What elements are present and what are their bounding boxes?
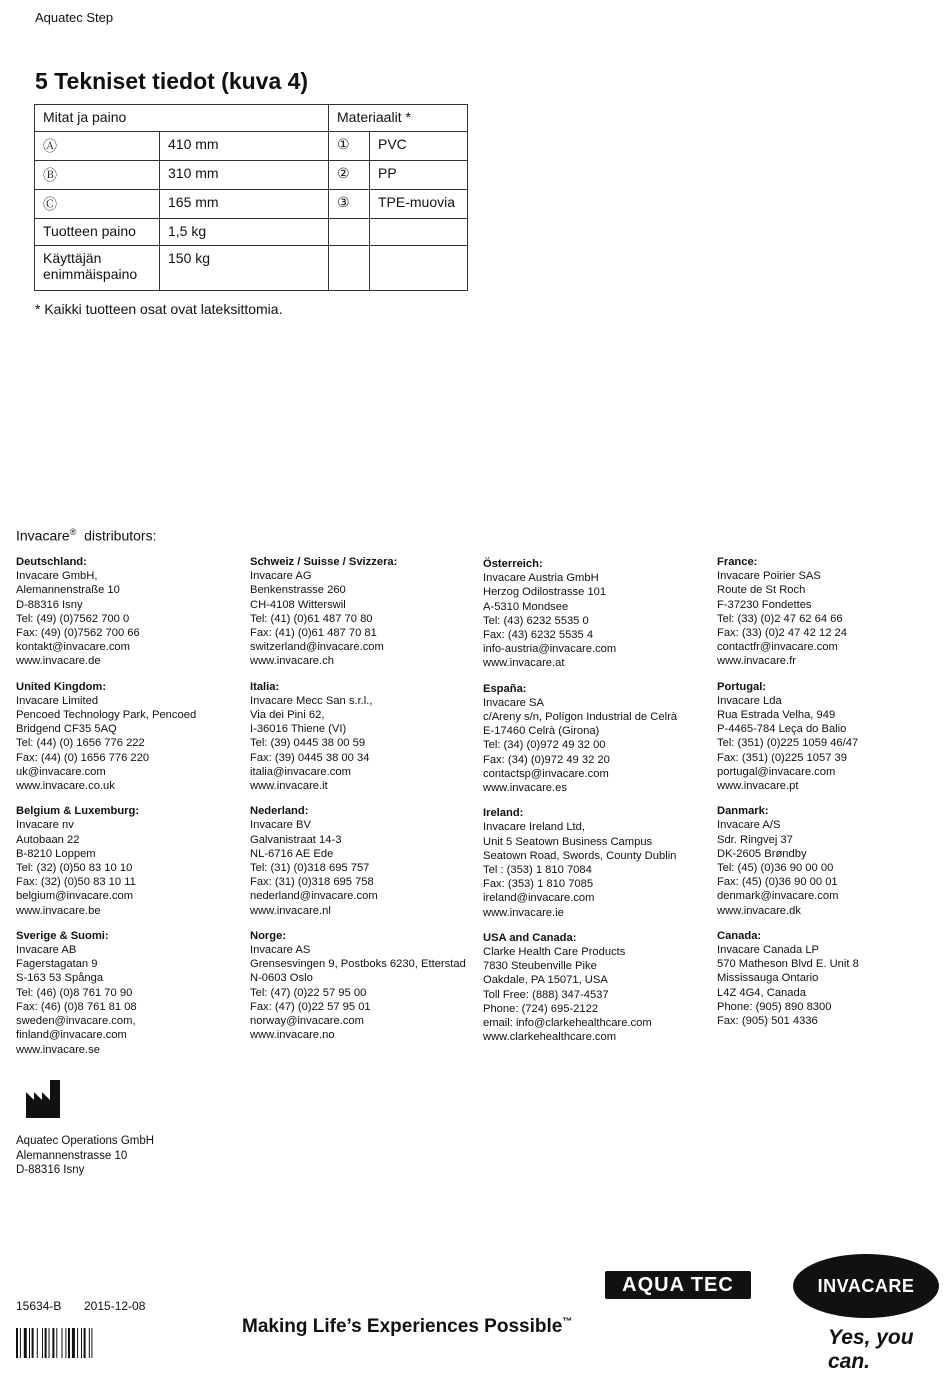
distributor-column	[483, 557, 711, 1056]
distributor-line: Fax: (47) (0)22 57 95 01	[250, 1000, 371, 1013]
distributor-line: Pencoed Technology Park, Pencoed	[16, 709, 197, 722]
distributor-country: Canada:	[717, 929, 762, 942]
distributor-line: switzerland@invacare.com	[250, 641, 384, 654]
distributor-line: www.invacare.no	[250, 1029, 335, 1042]
distributor-country: Italia:	[250, 680, 280, 693]
distributor-line: Autobaan 22	[16, 833, 80, 846]
dimension-label: Käyttäjän enimmäispaino	[35, 246, 160, 291]
distributor-line: www.invacare.se	[16, 1043, 100, 1056]
distributor-line: Tel: (43) 6232 5535 0	[483, 614, 589, 627]
barcode-bar	[56, 1328, 57, 1358]
distributor-country: Belgium & Luxemburg:	[16, 805, 140, 818]
distributor-line: L4Z 4G4, Canada	[717, 986, 806, 999]
distributor-line: Fax: (905) 501 4336	[717, 1015, 818, 1028]
distributor-line: Clarke Health Care Products	[483, 946, 626, 959]
distributor-line: www.invacare.es	[483, 782, 567, 795]
registered-mark: ®	[69, 527, 77, 537]
barcode-bar	[72, 1328, 75, 1358]
distributor-line: Fax: (41) (0)61 487 70 81	[250, 627, 377, 640]
dimension-value: 150 kg	[160, 246, 329, 291]
distributor-line: italia@invacare.com	[250, 765, 351, 778]
distributor-entry	[717, 804, 945, 918]
distributor-line: Tel: (39) 0445 38 00 59	[250, 737, 366, 750]
distributor-line: c/Areny s/n, Polígon Industrial de Celrà	[483, 711, 678, 724]
distributor-line: Fax: (34) (0)972 49 32 20	[483, 753, 610, 766]
dimensions-header: Mitat ja paino	[35, 105, 329, 132]
distributor-line: I-36016 Thiene (VI)	[250, 723, 347, 736]
table-row	[35, 190, 468, 219]
manufacturer-line: Aquatec Operations GmbH	[16, 1135, 155, 1147]
distributor-line: contactfr@invacare.com	[717, 641, 838, 654]
table-row	[35, 161, 468, 190]
distributor-line: www.invacare.nl	[250, 904, 331, 917]
material-number	[329, 219, 370, 246]
distributor-line: www.invacare.de	[16, 655, 101, 668]
table-row	[35, 246, 468, 291]
distributor-entry	[16, 804, 244, 918]
distributor-line: finland@invacare.com	[16, 1029, 127, 1042]
distributor-line: Invacare SA	[483, 696, 544, 709]
barcode-bar	[62, 1328, 63, 1358]
distributor-line: Invacare AB	[16, 944, 77, 957]
dimension-label: Ⓑ	[35, 161, 160, 190]
barcode-bar	[81, 1328, 82, 1358]
distributor-entry	[483, 806, 711, 920]
distributor-line: D-88316 Isny	[16, 598, 83, 611]
document-date: 2015-12-08	[84, 1299, 146, 1313]
distributor-line: Tel: (32) (0)50 83 10 10	[16, 862, 133, 875]
distributor-line: Tel: (33) (0)2 47 62 64 66	[717, 612, 843, 625]
distributor-line: www.invacare.co.uk	[16, 780, 115, 793]
distributor-line: Invacare Lda	[717, 694, 782, 707]
distributor-line: Fax: (49) (0)7562 700 66	[16, 627, 140, 640]
brand-name: Invacare	[16, 527, 70, 544]
material-name: PP	[370, 161, 468, 190]
distributor-line: contactsp@invacare.com	[483, 767, 609, 780]
distributor-line: Oakdale, PA 15071, USA	[483, 974, 608, 987]
distributor-entry	[250, 804, 478, 918]
distributor-entry	[717, 555, 945, 669]
dimension-label: Ⓒ	[35, 190, 160, 219]
distributor-line: Fax: (44) (0) 1656 776 220	[16, 751, 150, 764]
invacare-logo: INVACARE	[793, 1254, 939, 1318]
material-number: ③	[329, 190, 370, 219]
distributor-line: belgium@invacare.com	[16, 890, 134, 903]
distributor-line: Fax: (32) (0)50 83 10 11	[16, 876, 136, 889]
distributor-line: Toll Free: (888) 347-4537	[483, 988, 609, 1001]
distributor-line: Fax: (33) (0)2 47 42 12 24	[717, 627, 847, 640]
barcode-bar	[29, 1328, 30, 1358]
distributor-line: www.invacare.ch	[250, 655, 334, 668]
distributor-country: Sverige & Suomi:	[16, 929, 109, 942]
spec-header-row	[35, 105, 468, 132]
distributor-line: ireland@invacare.com	[483, 892, 595, 905]
material-name: PVC	[370, 132, 468, 161]
distributor-line: F-37230 Fondettes	[717, 598, 812, 611]
distributor-line: Fax: (31) (0)318 695 758	[250, 876, 374, 889]
distributor-line: sweden@invacare.com,	[16, 1015, 136, 1028]
header-product-label: Aquatec Step	[35, 10, 114, 25]
distributor-line: Fax: (45) (0)36 90 00 01	[717, 876, 838, 889]
distributor-line: Mississauga Ontario	[717, 972, 819, 985]
distributor-line: Alemannenstraße 10	[16, 584, 120, 597]
distributors-label: distributors:	[84, 527, 157, 544]
distributor-line: Invacare Austria GmbH	[483, 572, 599, 585]
distributor-country: Nederland:	[250, 805, 309, 818]
barcode-bar	[68, 1328, 70, 1358]
table-row	[35, 219, 468, 246]
material-number: ②	[329, 161, 370, 190]
barcode-bar	[89, 1328, 90, 1358]
distributor-column	[717, 555, 945, 1039]
distributor-line: uk@invacare.com	[16, 765, 106, 778]
distributors-heading	[16, 527, 156, 544]
dimension-value: 165 mm	[160, 190, 329, 219]
slogan	[242, 1316, 572, 1338]
barcode-bar	[16, 1328, 18, 1358]
distributor-line: Invacare Canada LP	[717, 944, 819, 957]
distributor-line: Invacare A/S	[717, 819, 781, 832]
distributor-line: Grensesvingen 9, Postboks 6230, Etterstad	[250, 958, 466, 971]
distributor-line: 570 Matheson Blvd E. Unit 8	[717, 958, 859, 971]
distributor-line: kontakt@invacare.com	[16, 641, 130, 654]
distributor-line: norway@invacare.com	[250, 1015, 364, 1028]
distributor-line: www.clarkehealthcare.com	[483, 1031, 617, 1044]
distributor-line: www.invacare.it	[250, 780, 328, 793]
spec-table	[34, 104, 468, 291]
distributor-line: Invacare AG	[250, 570, 312, 583]
trademark-mark: ™	[562, 1316, 573, 1328]
barcode-bar	[37, 1328, 38, 1358]
distributor-line: Invacare Mecc San s.r.l.,	[250, 694, 373, 707]
dimension-value: 410 mm	[160, 132, 329, 161]
distributor-line: Invacare nv	[16, 819, 74, 832]
distributor-entry	[250, 929, 478, 1043]
distributor-line: Tel: (31) (0)318 695 757	[250, 862, 370, 875]
distributor-line: Bridgend CF35 5AQ	[16, 723, 117, 736]
distributor-line: Herzog Odilostrasse 101	[483, 586, 607, 599]
distributor-line: Galvanistraat 14-3	[250, 833, 342, 846]
distributor-line: A-5310 Mondsee	[483, 600, 569, 613]
material-name: TPE-muovia	[370, 190, 468, 219]
distributor-line: portugal@invacare.com	[717, 765, 836, 778]
aquatec-logo: AQUA TEC	[605, 1271, 751, 1299]
distributor-line: www.invacare.dk	[717, 904, 801, 917]
latex-footnote: * Kaikki tuotteen osat ovat lateksittomia.	[35, 301, 283, 317]
distributor-entry	[483, 931, 711, 1045]
distributor-line: Invacare Poirier SAS	[717, 570, 821, 583]
distributor-line: nederland@invacare.com	[250, 890, 378, 903]
distributor-country: USA and Canada:	[483, 931, 577, 944]
distributor-line: Seatown Road, Swords, County Dublin	[483, 849, 677, 862]
material-number	[329, 246, 370, 291]
distributor-line: Phone: (724) 695-2122	[483, 1002, 599, 1015]
distributor-line: Tel: (47) (0)22 57 95 00	[250, 986, 367, 999]
manufacturer-line: D-88316 Isny	[16, 1164, 85, 1176]
slogan-text: Making Life’s Experiences Possible	[242, 1316, 563, 1337]
distributor-entry	[717, 680, 945, 794]
distributor-line: www.invacare.be	[16, 904, 101, 917]
distributor-entry	[717, 929, 945, 1028]
distributor-line: Tel : (353) 1 810 7084	[483, 864, 592, 877]
manufacturer-line: Alemannenstrasse 10	[16, 1149, 128, 1162]
table-row	[35, 132, 468, 161]
distributor-line: www.invacare.ie	[483, 906, 564, 919]
distributor-country: Norge:	[250, 929, 287, 942]
manufacturer-address	[16, 1134, 154, 1178]
material-number: ①	[329, 132, 370, 161]
factory-icon	[26, 1080, 60, 1118]
barcode-bar	[20, 1328, 21, 1358]
materials-header: Materiaalit *	[329, 105, 468, 132]
distributor-line: Via dei Pini 62,	[250, 709, 325, 722]
distributor-country: United Kingdom:	[16, 680, 107, 693]
material-name	[370, 219, 468, 246]
distributor-line: Tel: (46) (0)8 761 70 90	[16, 986, 133, 999]
barcode-bar	[65, 1328, 66, 1358]
distributor-line: www.invacare.at	[483, 657, 565, 670]
distributor-line: Rua Estrada Velha, 949	[717, 709, 836, 722]
distributor-line: Route de St Roch	[717, 584, 806, 597]
distributor-line: Fax: (43) 6232 5535 4	[483, 629, 594, 642]
distributor-line: Invacare GmbH,	[16, 570, 98, 583]
distributor-country: Österreich:	[483, 558, 543, 570]
distributor-line: Tel: (351) (0)225 1059 46/47	[717, 737, 859, 750]
distributor-line: B-8210 Loppem	[16, 847, 96, 860]
distributor-entry	[250, 680, 478, 794]
distributor-column	[250, 555, 478, 1054]
distributor-country: Deutschland:	[16, 556, 87, 568]
distributor-line: P-4465-784 Leça do Balio	[717, 723, 847, 736]
section-title: 5 Tekniset tiedot (kuva 4)	[35, 68, 309, 94]
dimension-label: Ⓐ	[35, 132, 160, 161]
distributor-line: email: info@clarkehealthcare.com	[483, 1017, 652, 1030]
distributor-entry	[250, 555, 478, 669]
barcode-bar	[52, 1328, 54, 1358]
distributor-line: www.invacare.fr	[717, 655, 796, 668]
distributor-line: Invacare BV	[250, 819, 311, 832]
distributor-line: Fagerstagatan 9	[16, 958, 98, 971]
distributor-line: Tel: (49) (0)7562 700 0	[16, 612, 130, 625]
barcode-bar	[84, 1328, 86, 1358]
distributor-line: Benkenstrasse 260	[250, 584, 346, 597]
distributor-line: www.invacare.pt	[717, 780, 799, 793]
distributor-country: France:	[717, 556, 758, 568]
distributor-line: Tel: (34) (0)972 49 32 00	[483, 739, 606, 752]
barcode	[16, 1328, 121, 1358]
barcode-bar	[24, 1328, 27, 1358]
barcode-bar	[42, 1328, 43, 1358]
barcode-bar	[49, 1328, 50, 1358]
distributor-line: Tel: (44) (0) 1656 776 222	[16, 737, 145, 750]
distributor-line: Fax: (353) 1 810 7085	[483, 878, 594, 891]
barcode-bar	[32, 1328, 34, 1358]
distributor-entry	[16, 555, 244, 669]
distributor-line: Tel: (41) (0)61 487 70 80	[250, 612, 373, 625]
material-name	[370, 246, 468, 291]
distributor-line: CH-4108 Witterswil	[250, 598, 346, 611]
distributor-line: DK-2605 Brøndby	[717, 847, 807, 860]
distributor-entry	[483, 682, 711, 796]
dimension-value: 1,5 kg	[160, 219, 329, 246]
distributor-entry	[483, 557, 711, 671]
distributor-column	[16, 555, 244, 1068]
distributor-country: Schweiz / Suisse / Svizzera:	[250, 556, 398, 568]
distributor-line: NL-6716 AE Ede	[250, 847, 334, 860]
distributor-entry	[16, 680, 244, 794]
distributor-entry	[16, 929, 244, 1057]
distributor-line: Invacare Limited	[16, 694, 99, 707]
distributor-line: Invacare AS	[250, 944, 311, 957]
distributor-line: info-austria@invacare.com	[483, 643, 617, 656]
dimension-value: 310 mm	[160, 161, 329, 190]
distributor-line: Sdr. Ringvej 37	[717, 833, 793, 846]
barcode-bar	[77, 1328, 78, 1358]
distributor-line: E-17460 Celrà (Girona)	[483, 725, 600, 738]
dimension-label: Tuotteen paino	[35, 219, 160, 246]
distributor-line: Unit 5 Seatown Business Campus	[483, 835, 653, 848]
distributor-line: Invacare Ireland Ltd,	[483, 821, 585, 834]
distributor-country: España:	[483, 682, 527, 695]
document-number: 15634-B	[16, 1299, 62, 1313]
distributor-line: 7830 Steubenville Pike	[483, 960, 597, 973]
distributor-country: Ireland:	[483, 807, 524, 820]
distributor-line: N-0603 Oslo	[250, 972, 313, 985]
distributor-line: Tel: (45) (0)36 90 00 00	[717, 862, 834, 875]
distributor-line: S-163 53 Spånga	[16, 972, 104, 985]
distributor-line: Fax: (351) (0)225 1057 39	[717, 751, 847, 764]
distributor-line: denmark@invacare.com	[717, 890, 839, 903]
barcode-bar	[91, 1328, 92, 1358]
tagline: Yes, you can.	[828, 1326, 914, 1373]
distributor-line: Phone: (905) 890 8300	[717, 1000, 832, 1013]
barcode-bar	[45, 1328, 47, 1358]
distributor-country: Danmark:	[717, 805, 769, 818]
distributor-country: Portugal:	[717, 680, 767, 693]
distributor-line: Fax: (46) (0)8 761 81 08	[16, 1000, 137, 1013]
distributor-line: Fax: (39) 0445 38 00 34	[250, 751, 370, 764]
